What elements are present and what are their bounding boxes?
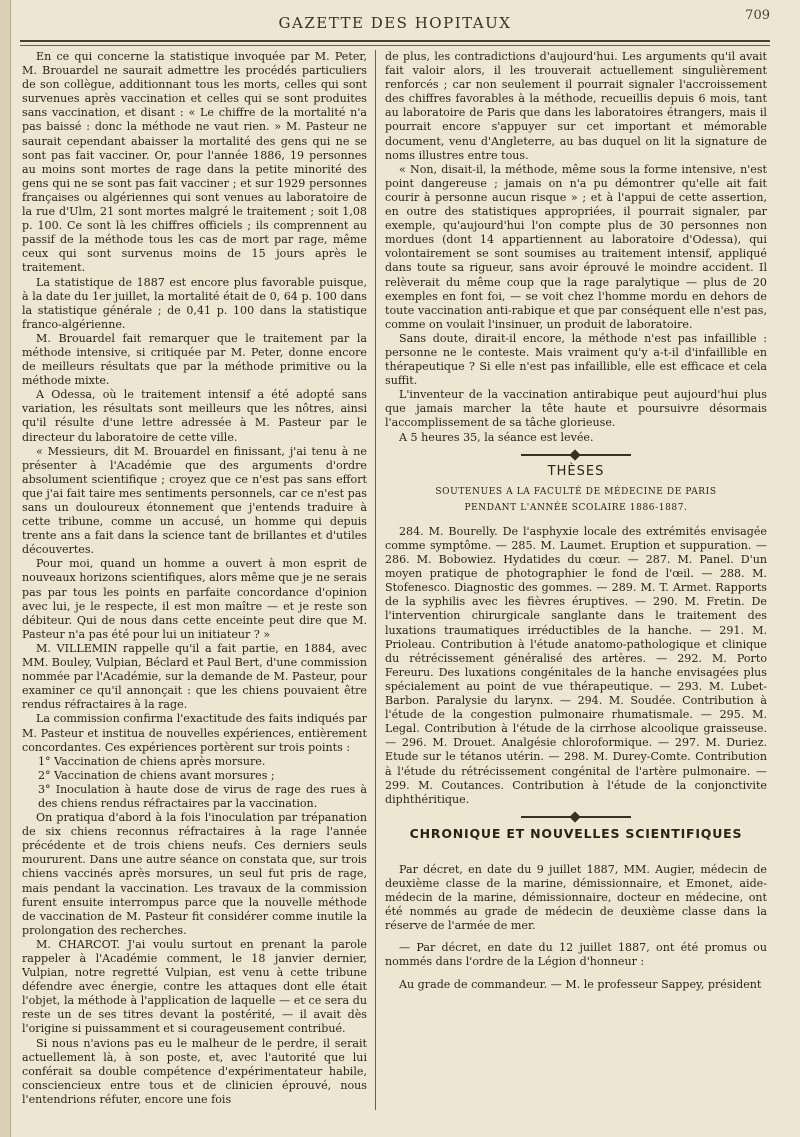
header-rule [20,40,770,43]
theses-list: 284. M. Bourelly. De l'asphyxie locale des extrémités envisagée comme symptôme. — 285. M. Laumet. Eruption et suppuration. — 286. M. Bobowiez. Hydatides du cœur. — 287. M. Panel. D'un moyen pratique de photographier le fond de l'œil. — 288. M. Stofenesco. Diagnostic des gommes. — 289. M. T. Armet. Rapports de la syphilis avec les fièvres éruptives. — 290. M. Fretin. De l'intervention chirurgicale sanglante dans le traitement des luxations traumatiques irréductibles de la hanche. — 291. M. Prioleau. Contribution à l'étude anatomo-pathologique et clinique du rétrécissement généralisé des artères. — 292. M. Porto Fereuru. Des luxations congénitales de la hanche envisagées plus spécialement au point de vue thérapeutique. — 293. M. Lubet-Barbon. Paralysie du larynx. — 294. M. Soudée. Contribution à l'étude de la congestion pulmonaire rhumatismale. — 295. M. Legal. Contribution à l'étude de la cirrhose alcoolique graisseuse. — 296. M. Drouet. Analgésie chloroformique. — 297. M. Duriez. Etude sur le tétanos utérin. — 298. M. Durey-Comte. Contribution à l'étude du rétrécissement congénital de l'artère pulmonaire. — 299. M. Coutances. Contribution à l'étude de la conjonctivite diphthéritique. [385,524,767,806]
chronique-body [385,863,767,992]
paragraph: La commission confirma l'exactitude des faits indiqués par M. Pasteur et institua de nouvelles expériences, entièrement concordantes. Ces expériences portèrent sur trois points : [22,712,367,754]
paragraph: Pour moi, quand un homme a ouvert à mon esprit de nouveaux horizons scientifiques, alors même que je ne serais pas par tous les points en parfaite concordance d'opinion avec lui, je le respecte, il est mon maître — et je reste son débiteur. Qui de nous dans cette enceinte peut dire que M. Pasteur n'a pas été pour lui un initiateur ? » [22,557,367,641]
paragraph: Au grade de commandeur. — M. le professeur Sappey, président [399,977,762,991]
paragraph: « Messieurs, dit M. Brouardel en finissant, j'ai tenu à ne présenter à l'Académie que des arguments d'ordre absolument scientifique ; croyez que ce n'est pas sans effort que j'ai fait taire mes sentiments personnels, car ce n'est pas sans un douloureux étonnement que j'entends traduire à cette tribune, comme un accusé, un homme qui depuis trente ans a fait dans la science tant de brillantes et d'utiles découvertes. [22,444,367,557]
column-divider [375,50,376,1110]
paragraph: « Non, disait-il, la méthode, même sous la forme intensive, n'est point dangereuse ; jamais on n'a pu démontrer qu'elle ait fait courir à personne aucun risque » ; et à l'appui de cette assertion, en outre des statistiques appropriées, il pourrait signaler, par exemple, qu'aujourd'hui l'on compte plus de 30 personnes non mordues (dont 14 appartiennent au laboratoire d'Odessa), qui volontairement se sont soumises au traitement intensif, appliqué dans toute sa rigueur, sans avoir éprouvé le moindre accident. Il relèverait du même coup que la rage paralytique — plus de 20 exemples en font foi, — se voit chez l'homme mordu en dehors de toute vaccination anti-rabique et que par conséquent elle n'est pas, comme on voulait l'insinuer, un produit de laboratoire. [385,162,767,331]
paragraph: A Odessa, où le traitement intensif a été adopté sans variation, les résultats sont meilleurs que les nôtres, ainsi qu'il résulte d'une lettre adressée à M. Pasteur par le directeur du laboratoire de cette ville. [22,388,367,444]
list-item: 2° Vaccination de chiens avant morsures ; [38,768,275,782]
list-item: 1° Vaccination de chiens après morsure. [38,754,266,768]
paragraph: M. CHARCOT. J'ai voulu surtout en prenant la parole rappeler à l'Académie comment, le 18 janvier dernier, Vulpian, notre regretté Vulpian, est venu à cette tribune défendre avec énergie, contre les attaques dont elle était l'objet, la méthode à l'application de laquelle — et ce sera du reste un de ses titres devant la postérité, — il avait dès l'origine si puissamment et si courageusement contribué. [22,937,367,1036]
page-number: 709 [745,8,770,23]
header-rule-thin [20,45,770,46]
page-header [20,6,770,40]
section-separator [521,454,631,456]
paragraph: — Par décret, en date du 12 juillet 1887, ont été promus ou nommés dans l'ordre de la Légion d'honneur : [385,941,767,969]
paragraph: M. VILLEMIN rappelle qu'il a fait partie, en 1884, avec MM. Bouley, Vulpian, Béclard et Paul Bert, d'une commission nommée par l'Académie, sur la demande de M. Pasteur, pour examiner ce qu'il annonçait : que les chiens pouvaient être rendus réfractaires à la rage. [22,641,367,712]
list-item: 3° Inoculation à haute dose de virus de rage des rues à des chiens rendus réfractaires par la vaccination. [38,782,367,810]
paragraph: Par décret, en date du 9 juillet 1887, MM. Augier, médecin de deuxième classe de la marine, démissionnaire, et Emonet, aide-médecin de la marine, démissionnaire, docteur en médecine, ont été nommés au grade de médecin de deuxième classe dans la réserve de l'armée de mer. [385,862,767,933]
paragraph: Si nous n'avions pas eu le malheur de le perdre, il serait actuellement là, à son poste, et, avec l'autorité que lui conférait sa double compétence d'expérimentateur habile, consciencieux entre tous et de clinicien éprouvé, nous l'entendrions réfuter, encore une fois [22,1036,367,1106]
right-column-intro [385,50,767,445]
theses-subtitle-2: PENDANT L'ANNÉE SCOLAIRE 1886-1887. [464,502,688,513]
paragraph: M. Brouardel fait remarquer que le traitement par la méthode intensive, si critiquée par M. Peter, donne encore de meilleurs résultats que par la méthode primitive ou la méthode mixte. [22,331,367,388]
left-column [22,50,367,1107]
paragraph: de plus, les contradictions d'aujourd'hui. Les arguments qu'il avait fait valoir alors, il les trouverait actuellement singulièrement renforcés ; car non seulement il pourrait signaler l'accroissement des chiffres favorables à la méthode, recueillis depuis 6 mois, tant au laboratoire de Paris que dans les laboratoires étrangers, mais il pourrait encore s'appuyer sur cet important et mémorable document, venu d'Angleterre, au bas duquel on lit la signature de noms illustres entre tous. [385,50,767,162]
section-separator [521,816,631,818]
journal-title: GAZETTE DES HOPITAUX [278,14,512,32]
paragraph: L'inventeur de la vaccination antirabique peut aujourd'hui plus que jamais marcher la tête haute et poursuivre désormais l'accomplissement de sa tâche glorieuse. [385,388,767,430]
paragraph: Sans doute, dirait-il encore, la méthode n'est pas infaillible : personne ne le conteste. Mais vraiment qu'y a-t-il d'infaillible en thérapeutique ? Si elle n'est pas infaillible, elle est efficace et cela suffit. [385,331,767,388]
paragraph: En ce qui concerne la statistique invoquée par M. Peter, M. Brouardel ne saurait admettre les procédés particuliers de son collègue, additionnant tous les morts, celles qui sont survenues après vaccination et celles qui se sont produites sans vaccination, et disant : « Le chiffre de la mortalité n'a pas baissé : donc la méthode ne vaut rien. » M. Pasteur ne saurait cependant abaisser la mortalité des gens qui ne se sont pas fait vacciner. Or, pour l'année 1886, 19 personnes au moins sont mortes de rage dans la petite minorité des gens qui ne se sont pas fait vacciner ; et sur 1929 personnes françaises ou algériennes qui sont venues au laboratoire de la rue d'Ulm, 21 sont mortes malgré le traitement ; soit 1,08 p. 100. Ce sont là les chiffres officiels ; ils comprennent au passif de la méthode tous les cas de mort par rage, même ceux qui sont survenus moins de 15 jours après le traitement. [22,50,367,275]
paragraph: A 5 heures 35, la séance est levée. [399,430,594,444]
binding-edge [0,0,11,1137]
paragraph: La statistique de 1887 est encore plus favorable puisque, à la date du 1er juillet, la mortalité était de 0, 64 p. 100 dans la statistique générale ; de 0,41 p. 100 dans la statistique franco-algérienne. [22,275,367,331]
paragraph: On pratiqua d'abord à la fois l'inoculation par trépanation de six chiens reconnus réfractaires à la rage l'année précédente et de trois chiens neufs. Ces derniers seuls moururent. Dans une autre séance on constata que, sur trois chiens vaccinés après morsures, un seul fut pris de rage, mais pendant la vaccination. Les travaux de la commission furent ensuite interrompus parce que la nouvelle méthode de vaccination de M. Pasteur fit considérer comme inutile la prolongation des recherches. [22,811,367,937]
right-column [385,50,767,992]
chronique-title: CHRONIQUE ET NOUVELLES SCIENTIFIQUES [409,825,743,841]
theses-subtitle-1: SOUTENUES A LA FACULTÉ DE MÉDECINE DE PARIS [435,486,717,497]
theses-title: THÈSES [547,463,605,479]
